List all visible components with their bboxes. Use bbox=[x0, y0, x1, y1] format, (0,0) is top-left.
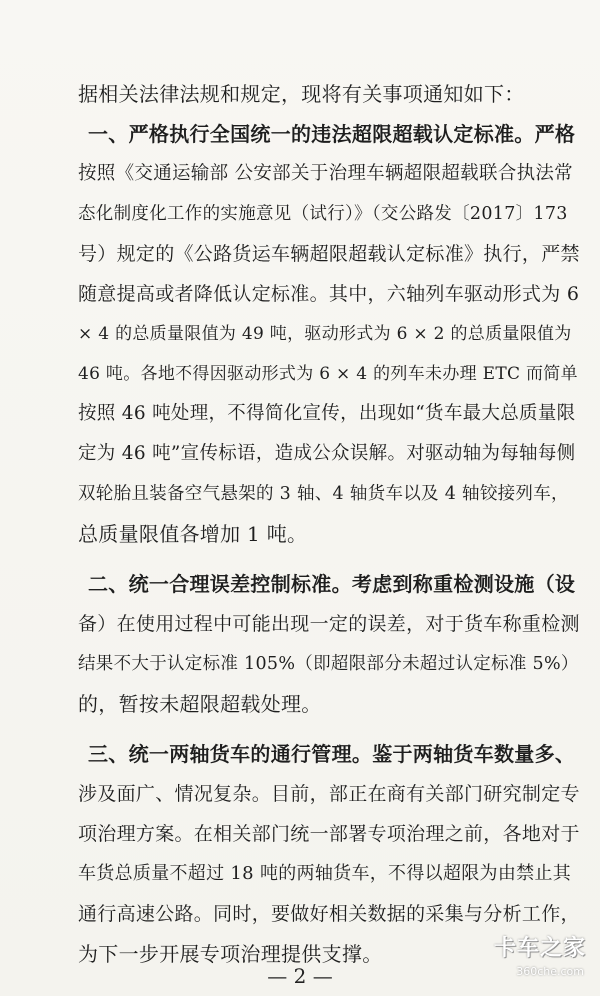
body-line: × 4 的总质量限值为 49 吨，驱动形式为 6 × 2 的总质量限值为 bbox=[78, 324, 572, 344]
watermark-logo: 卡车之家 bbox=[493, 936, 586, 961]
body-line: 为下一步开展专项治理提供支撑。 bbox=[78, 942, 383, 966]
intro-line: 据相关法律法规和规定，现将有关事项通知如下： bbox=[78, 82, 525, 106]
body-line: 通行高速公路。同时，要做好相关数据的采集与分析工作， bbox=[78, 903, 580, 925]
section-3-heading-line bbox=[88, 740, 575, 768]
section-2-text: 二、统一合理误差控制标准。考虑到称重检测设施（设 bbox=[88, 572, 576, 596]
body-line: 定为 46 吨”宣传标语，造成公众误解。对驱动轴为每轴每侧 bbox=[78, 443, 576, 464]
body-line: 总质量限值各增加 1 吨。 bbox=[78, 522, 308, 546]
body-line: 结果不大于认定标准 105%（即超限部分未超过认定标准 5%） bbox=[78, 654, 579, 674]
section-2-heading-line bbox=[88, 570, 575, 598]
body-line: 号）规定的《公路货运车辆超限超载认定标准》执行，严禁 bbox=[78, 243, 580, 265]
body-line: 涉及面广、情况复杂。目前，部正在商有关部门研究制定专 bbox=[78, 783, 580, 805]
body-line: 的，暂按未超限超载处理。 bbox=[78, 692, 322, 716]
body-line: 46 吨。各地不得因驱动形式为 6 × 4 的列车未办理 ETC 而简单 bbox=[78, 364, 578, 384]
page-number: — 2 — bbox=[267, 964, 333, 988]
body-line: 双轮胎且装备空气悬架的 3 轴、4 轴货车以及 4 轴铰接列车， bbox=[78, 484, 569, 504]
body-line: 车货总质量不超过 18 吨的两轴货车，不得以超限为由禁止其 bbox=[78, 863, 572, 884]
watermark-url: 360che.com bbox=[516, 965, 584, 978]
body-line: 项治理方案。在相关部门统一部署专项治理之前，各地对于 bbox=[78, 823, 580, 845]
body-line: 按照《交通运输部 公安部关于治理车辆超限超载联合执法常 bbox=[78, 163, 573, 184]
body-line: 随意提高或者降低认定标准。其中，六轴列车驱动形式为 6 bbox=[78, 283, 580, 305]
section-3-text: 三、统一两轴货车的通行管理。鉴于两轴货车数量多、 bbox=[88, 742, 576, 766]
body-line: 态化制度化工作的实施意见（试行）》（交公路发〔2017〕173 bbox=[78, 204, 568, 224]
section-1-heading-line bbox=[88, 120, 575, 148]
body-line: 备）在使用过程中可能出现一定的误差，对于货车称重检测 bbox=[78, 613, 580, 635]
body-line: 按照 46 吨处理，不得简化宣传，出现如“货车最大总质量限 bbox=[78, 403, 576, 424]
section-1-text: 一、严格执行全国统一的违法超限超载认定标准。严格 bbox=[88, 122, 576, 146]
